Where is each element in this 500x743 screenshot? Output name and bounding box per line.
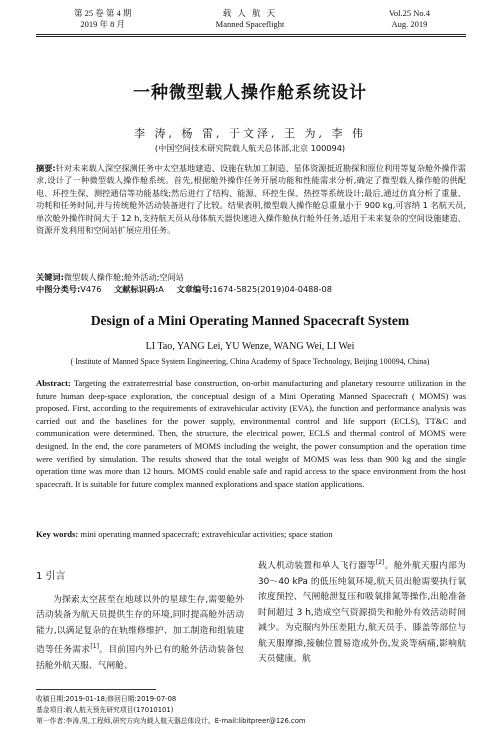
journal-name-en: Manned Spaceflight bbox=[215, 19, 285, 29]
volume-issue-en: Vol.25 No.4 bbox=[388, 8, 430, 18]
authors-en: LI Tao, YANG Lei, YU Wenze, WANG Wei, LI Wei bbox=[145, 341, 355, 352]
citation-ref[interactable]: [2] bbox=[375, 559, 385, 566]
title-cn: 一种微型载人操作舱系统设计 bbox=[133, 83, 367, 103]
doc-code-value: A bbox=[158, 284, 164, 295]
abstract-cn-label: 摘要: bbox=[36, 163, 56, 173]
footnote-rule bbox=[36, 689, 156, 690]
doc-code-label: 文献标识码: bbox=[114, 284, 159, 295]
abstract-cn bbox=[36, 162, 466, 236]
header-rule-thin bbox=[36, 36, 466, 37]
footnote-author: 第一作者:李涛,男,工程师,研究方向为载人航天器总体设计。E-mail:libitpreer@126.com bbox=[36, 717, 306, 725]
abstract-en-label: Abstract: bbox=[36, 378, 71, 388]
title-en: Design of a Mini Operating Manned Spacecraft System bbox=[90, 313, 410, 328]
section-heading: 1 引言 bbox=[36, 571, 66, 582]
citation-ref[interactable]: [1] bbox=[90, 643, 99, 651]
header-volume-en bbox=[389, 8, 430, 30]
classification-row bbox=[36, 283, 466, 295]
paragraph-text: 为探索太空甚至在地球以外的星球生存,需要舱外活动装备为航天员提供生存的环境,同时提高舱外活动能力,以满足复杂的在轨维修维护、加工制造和组装建造等任务需求 bbox=[36, 594, 244, 656]
affiliation-en: ( Institute of Manned Space System Engineering, China Academy of Space Technology, Beijing 100094, China) bbox=[70, 357, 430, 366]
keywords-en-label: Key words: bbox=[36, 529, 79, 539]
keywords-en bbox=[36, 528, 466, 540]
clc-value: V476 bbox=[80, 284, 102, 295]
keywords-en-text: mini operating manned spacecraft; extravehicular activities; space station bbox=[80, 529, 333, 539]
clc-label: 中图分类号: bbox=[36, 284, 81, 295]
affiliation-cn: (中国空间技术研究院载人航天总体部,北京 100094) bbox=[154, 143, 346, 153]
footnote-received: 收稿日期:2019-01-18;修回日期:2019-07-08 bbox=[36, 695, 177, 703]
date-cn: 2019 年 8 月 bbox=[80, 19, 126, 29]
keywords-cn-label: 关键词: bbox=[36, 272, 64, 282]
abstract-en bbox=[36, 377, 466, 490]
keywords-cn bbox=[36, 271, 466, 283]
paragraph-text: 载人机动装置和单人飞行器等 bbox=[258, 560, 376, 571]
header-rule bbox=[36, 34, 466, 35]
abstract-cn-text: 针对未来载人深空探测任务中太空基地建造、设施在轨加工制造、星体资源抵近勘探和原位利用等复杂舱外操作需求,设计了一种微型载人操作舱系统。首先,根据舱外操作任务开展功能和性能需求分析,确定了微型载人操作舱的供配电、环控生保、测控通信等功能基线;然后进行了结构、能源、环控生保、热控等系统设计;最后,通过仿真分析了重量、功耗和任务时间,并与传统舱外活动装备进行了比较。结果表明,微型载人操作舱总重量小于 900 kg,可容纳 1 名航天员,单次舱外操作时间大于 12 h,支持航天员从母体航天器快速进入操作舱执行舱外任务,适用于未来复杂的空间设施建造、资源开发利用和空间站扩展应用任务。 bbox=[36, 163, 466, 236]
metadata-cn bbox=[36, 271, 466, 296]
footnote-fund: 基金项目:载人航天预先研究项目(17010101) bbox=[36, 706, 174, 714]
body-left-column bbox=[36, 555, 244, 674]
article-no-label: 文章编号: bbox=[176, 284, 213, 295]
body-right-column bbox=[258, 555, 466, 668]
authors-cn: 李 涛, 杨 雷, 于文泽, 王 为, 李 伟 bbox=[134, 127, 366, 140]
date-en: Aug. 2019 bbox=[391, 19, 428, 29]
paragraph-text-end: 。舱外航天服内部为 30～40 kPa 的低压纯氧环境,航天员出舱需要执行氧浓度预控、气闸舱泄复压和吸氧排氮等操作,出舱准备时间超过 3 h,造成空气资源损失和舱外有效活动时间减少。为克服内外压差阻力,航天员手、膝盖等部位与航天服摩擦,接触位置易造成外伤,发炎等病痛,影响航天员健康。航 bbox=[258, 560, 466, 665]
volume-issue-cn: 第 25 卷 第 4 期 bbox=[74, 8, 132, 18]
keywords-cn-text: 微型载人操作舱;舱外活动;空间站 bbox=[63, 272, 184, 282]
article-no-value: 1674-5825(2019)04-0488-08 bbox=[212, 284, 332, 295]
body-paragraph bbox=[36, 593, 244, 675]
body-paragraph-continued bbox=[258, 555, 466, 668]
footnotes bbox=[36, 694, 466, 727]
abstract-en-text: Targeting the extraterrestrial base construction, on-orbit manufacturing and planetary resource utilization in the future human deep-space exploration, the conceptual design of a Mini Operating Manned Spacecraft ( MOMS) was proposed. First, according to the requirements of extravehicular activity (EVA), the function and performance analysis was carried out and the baselines for the power supply, environmental control and life support (ECLS), TT&C and communication were determined. Then, the structure, the electrical power, ECLS and thermal control of MOMS were designed. In the end, the core parameters of MOMS including the weight, the power consumption and the operation time were verified by simulation. The results showed that the total weight of MOMS was less than 900 kg and the single operation time was more than 12 hours. MOMS could enable safe and rapid access to the space environment from the host spacecraft. It is suitable for future complex manned explorations and space station applications. bbox=[36, 378, 466, 489]
journal-name-cn: 载 人 航 天 bbox=[222, 8, 278, 18]
paragraph-text-end: 。目前国内外已有的舱外活动装备包括舱外航天服、气闸舱、 bbox=[36, 645, 244, 671]
